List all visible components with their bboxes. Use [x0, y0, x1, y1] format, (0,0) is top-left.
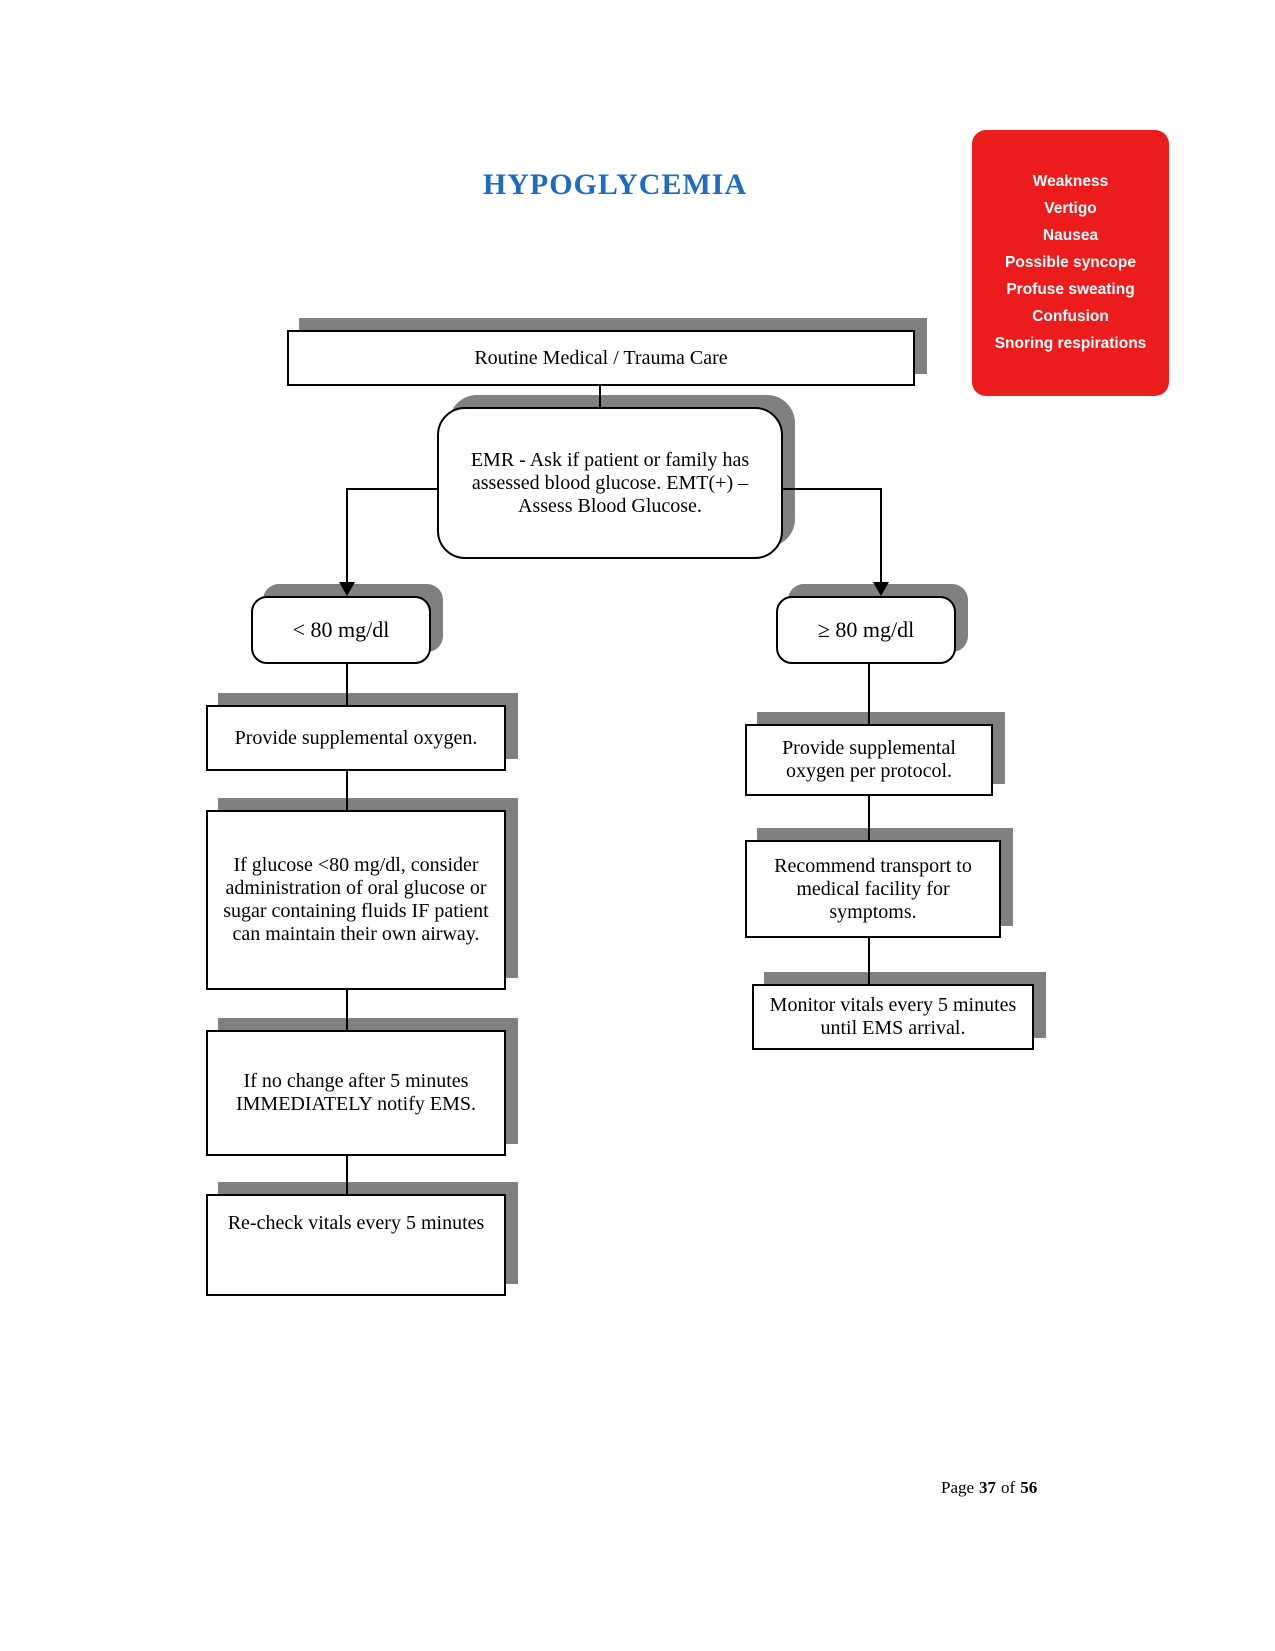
connector-right-step1-step2 — [868, 796, 870, 840]
page-title: HYPOGLYCEMIA — [482, 168, 748, 201]
symptom-item: Nausea — [1042, 227, 1099, 244]
left-step-oxygen-box: Provide supplemental oxygen. — [206, 705, 506, 771]
flow-start-box: Routine Medical / Trauma Care — [287, 330, 915, 386]
footer-page-label: Page — [941, 1478, 975, 1497]
symptom-item: Snoring respirations — [994, 335, 1147, 352]
connector-rightcond-to-step1 — [868, 664, 870, 724]
connector-assess-left-horizontal — [347, 488, 437, 490]
left-step-recheck-vitals-box: Re-check vitals every 5 minutes — [206, 1194, 506, 1296]
connector-assess-right-horizontal — [783, 488, 881, 490]
page-footer — [941, 1478, 1037, 1498]
footer-total-pages: 56 — [1020, 1478, 1038, 1497]
symptom-item: Weakness — [1032, 173, 1109, 190]
arrowhead-left-icon — [339, 582, 355, 596]
left-step-oral-glucose-box: If glucose <80 mg/dl, consider administration of oral glucose or sugar containing fluids IF patient can maintain their own airway. — [206, 810, 506, 990]
symptom-item: Confusion — [1032, 308, 1109, 325]
connector-left-step1-step2 — [346, 771, 348, 810]
connector-left-step2-step3 — [346, 990, 348, 1030]
connector-right-step2-step3 — [868, 938, 870, 984]
symptom-item: Possible syncope — [1005, 254, 1136, 271]
right-step-transport-box: Recommend transport to medical facility for symptoms. — [745, 840, 1001, 938]
right-step-monitor-vitals-box: Monitor vitals every 5 minutes until EMS arrival. — [752, 984, 1034, 1050]
right-step-oxygen-box: Provide supplemental oxygen per protocol. — [745, 724, 993, 796]
footer-of-label: of — [1001, 1478, 1016, 1497]
condition-under-80-box: < 80 mg/dl — [251, 596, 431, 664]
footer-page-number: 37 — [979, 1478, 997, 1497]
symptoms-panel — [972, 130, 1169, 396]
symptom-item: Vertigo — [1044, 200, 1097, 217]
connector-leftcond-to-step1 — [346, 664, 348, 705]
arrowhead-right-icon — [873, 582, 889, 596]
connector-assess-left-vertical — [346, 488, 348, 584]
condition-over-80-box: ≥ 80 mg/dl — [776, 596, 956, 664]
connector-left-step3-step4 — [346, 1156, 348, 1194]
left-step-notify-ems-box: If no change after 5 minutes IMMEDIATELY notify EMS. — [206, 1030, 506, 1156]
flow-assess-box: EMR - Ask if patient or family has assessed blood glucose. EMT(+) – Assess Blood Glucose. — [437, 407, 783, 559]
symptom-item: Profuse sweating — [1006, 281, 1135, 298]
connector-start-to-assess — [599, 386, 601, 407]
connector-assess-right-vertical — [880, 488, 882, 584]
